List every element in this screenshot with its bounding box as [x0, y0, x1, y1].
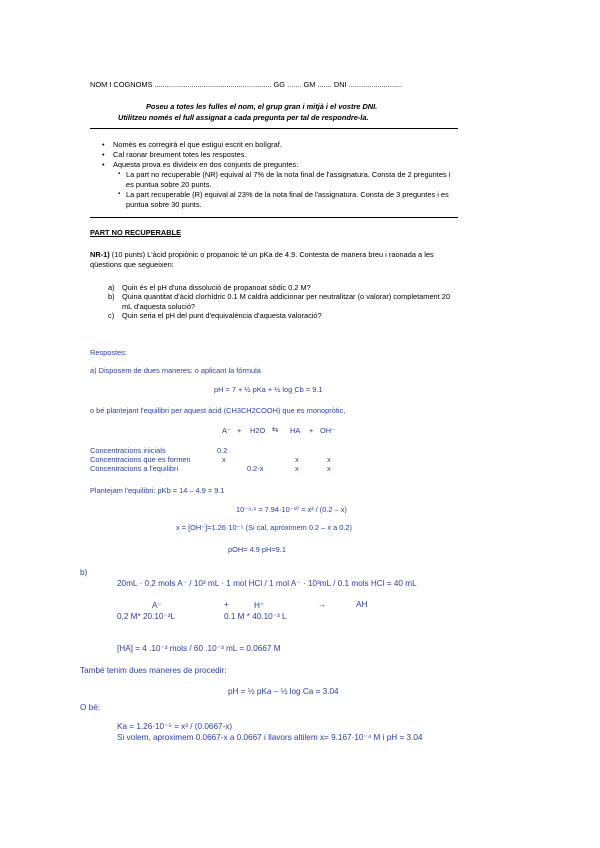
answer-ka-eq: Ka = 1.26·10⁻⁵ = x² / (0.0667-x) — [117, 722, 233, 731]
eq-ha: HA — [290, 426, 301, 435]
answer-x-value: x = [OH⁻]=1.26·10⁻⁵ (Si cal, aproximem 0.2 – x a 0.2) — [176, 523, 352, 532]
item-letter: b) — [108, 292, 115, 301]
answer-b-label: b) — [80, 568, 88, 577]
table-cell: 0.2 — [217, 446, 228, 455]
rule-item: • Només es corregirà el que estigui escrit en bolígraf. — [100, 140, 460, 150]
table-cell: x — [295, 455, 299, 464]
table-cell: x — [295, 464, 299, 473]
question-nr1 — [90, 250, 456, 270]
item-text: Quina quantitat d'àcid clorhídric 0.1 M caldrà addicionar per neutralitzar (o valorar) completament 20 mL d'aquesta solució? — [122, 292, 450, 311]
student-info-line: NOM I COGNOMS ......................................................... GG ....... GM ....... DNI .......................... — [90, 80, 403, 89]
answer-a-formula: pH = 7 + ½ pKa + ½ log Cb = 9.1 — [214, 385, 323, 394]
rule-sub-r: ▪ La part recuperable (R) equival al 23% de la nota final de l'assignatura. Consta de 3 preguntes i es puntua sobre 30 punts. — [126, 190, 458, 209]
instruction-line-2: Utilitzeu només el full assignat a cada pregunta per tal de respondre-la. — [118, 113, 369, 122]
answer-a-alt: o bé plantejant l'equilibri per aquest àcid (CH3CH2COOH) que es monopròtic, — [90, 406, 346, 415]
b-value-2: 0.1 M * 40.10⁻³ L — [224, 612, 287, 621]
table-cell: 0.2-x — [247, 464, 264, 473]
divider-top — [90, 128, 458, 129]
answer-tambe: També tenim dues maneres de procedir: — [80, 666, 227, 675]
answer-ha-conc: [HA] = 4 .10⁻³ mols / 60 .10⁻³ mL = 0.0667 M — [117, 644, 281, 653]
question-label: NR-1) — [90, 250, 110, 259]
eq-h2o: H2O — [250, 426, 266, 435]
eq-arrow: ⇆ — [272, 425, 279, 434]
answer-final: Si volem, aproximem 0.0667-x a 0.0667 i llavors altilem x= 9.167·10⁻⁴ M i pH = 3.04 — [117, 733, 423, 742]
item-letter: c) — [108, 311, 115, 320]
rule-item: • Aquesta prova es divideix en dos conjunts de preguntes: — [100, 160, 460, 170]
eq-plus-2: + — [309, 426, 314, 435]
b-eq-plus: + — [224, 600, 229, 609]
table-cell: x — [327, 455, 331, 464]
answer-obe: O bé: — [80, 703, 101, 712]
instruction-line-1: Poseu a totes les fulles el nom, el grup gran i mitjà i el vostre DNI. — [146, 102, 378, 111]
table-row-label: Concentracions que es formen — [90, 455, 191, 464]
item-text: Quin seria el pH del punt d'equivalència d'aquesta valoració? — [122, 311, 322, 320]
table-cell: x — [222, 455, 226, 464]
answer-b-line: 20mL · 0.2 mols A⁻ / 10³ mL · 1 mol HCl / 1 mol A⁻ · 10³mL / 0.1 mols HCl = 40 mL — [117, 579, 417, 588]
answer-plantejam: Plantejam l'equilibri: pKb = 14 – 4.9 = 9.1 — [90, 486, 225, 495]
item-text: Quin és el pH d'una dissolució de propanoat sòdic 0.2 M? — [122, 283, 311, 292]
b-eq-arrow: → — [318, 600, 327, 609]
rule-sub-nr: ▪ La part no recuperable (NR) equival al 7% de la nota final de l'assignatura. Consta de 2 preguntes i es puntua sobre 20 punts. — [126, 170, 458, 189]
question-text: (10 punts) L'àcid propiònic o propanoic té un pKa de 4.9. Contesta de manera breu i raonada a les qüestions que segueixen: — [90, 250, 434, 269]
b-value-1: 0,2 M* 20.10⁻³L — [117, 612, 176, 621]
eq-oh: OH⁻ — [320, 426, 335, 435]
b-eq-h: H⁺ — [254, 601, 265, 610]
rule-item: • Cal raonar breument totes les respostes. — [100, 150, 460, 160]
b-eq-ah: AH — [356, 600, 368, 609]
answer-a-intro: a) Disposem de dues maneres: o aplicant la fórmula — [90, 366, 261, 375]
table-cell: x — [327, 464, 331, 473]
answer-c-formula: pH = ½ pKa – ½ log Ca = 3.04 — [228, 687, 339, 696]
b-eq-a: A⁻ — [152, 601, 162, 610]
answers-title: Respostes: — [90, 348, 127, 357]
rules-list — [100, 140, 460, 170]
eq-plus: + — [237, 426, 242, 435]
section-title: PART NO RECUPERABLE — [90, 228, 182, 237]
table-row-label: Concentracions a l'equilibri — [90, 464, 179, 473]
table-row-label: Concentracions inicials — [90, 446, 166, 455]
eq-a: A⁻ — [222, 426, 231, 435]
divider-bottom — [90, 217, 458, 218]
answer-poh-ph: pOH= 4.9 pH=9.1 — [228, 545, 286, 554]
item-letter: a) — [108, 283, 115, 292]
answer-kb-eq: 10⁻⁹·¹ = 7.94·10⁻¹⁰ = x² / (0.2 – x) — [236, 505, 347, 514]
